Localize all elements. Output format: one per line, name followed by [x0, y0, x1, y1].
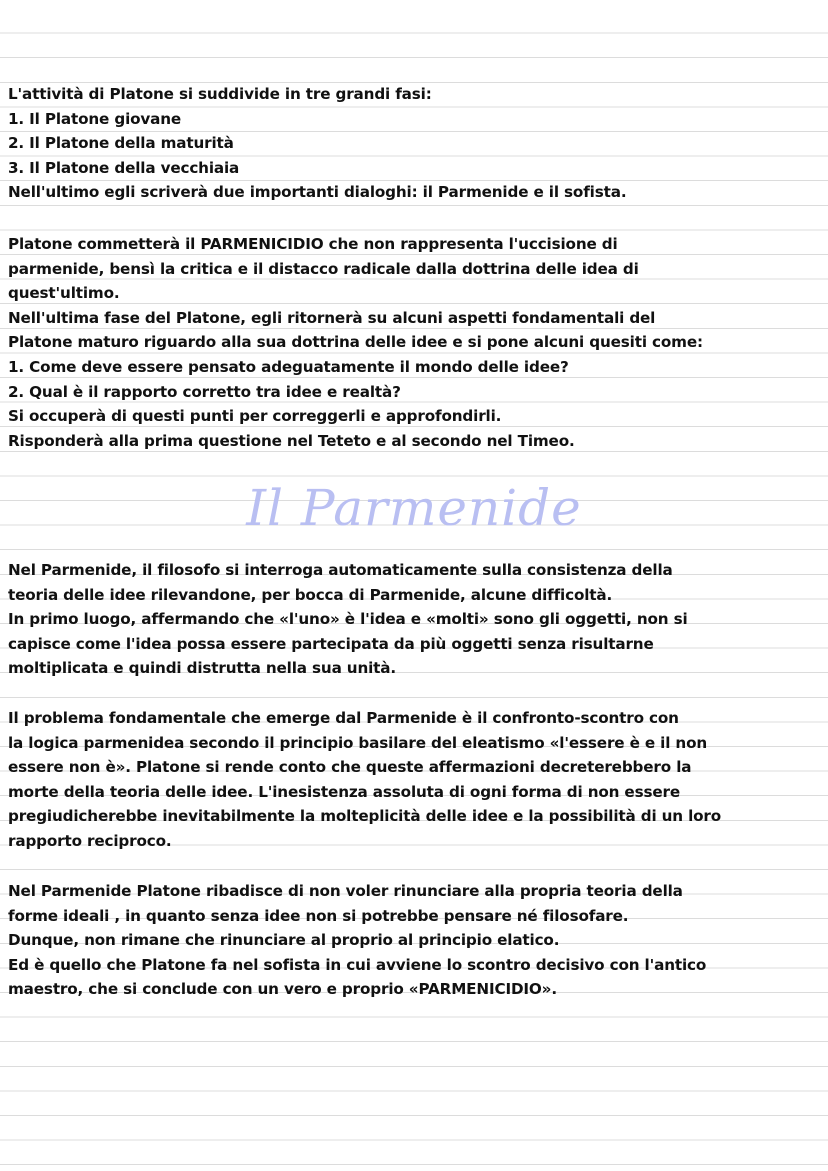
text-line: Platone commetterà il PARMENICIDIO che non rappresenta l'uccisione di: [8, 235, 618, 253]
text-line: capisce come l'idea possa essere partecipata da più oggetti senza risultarne: [8, 634, 654, 653]
page-title: Il Parmenide: [246, 479, 582, 537]
text-line: L'attività di Platone si suddivide in tre grandi fasi:: [8, 85, 432, 103]
text-line: forme ideali , in quanto senza idee non si potrebbe pensare né filosofare.: [8, 906, 629, 925]
intro-section: [8, 82, 823, 205]
text-line: quest'ultimo.: [8, 284, 120, 303]
text-line: Platone maturo riguardo alla sua dottrina delle idee e si pone alcuni quesiti come:: [8, 333, 703, 352]
text-line: la logica parmenidea secondo il principio basilare del eleatismo «l'essere è e il non: [8, 733, 708, 752]
list-item: 2. Il Platone della maturità: [8, 134, 234, 153]
list-item: 1. Il Platone giovane: [8, 109, 182, 128]
list-item: 3. Il Platone della vecchiaia: [8, 158, 240, 177]
parmenide-section: [8, 558, 823, 681]
text-line: Si occuperà di questi punti per correggerli e approfondirli.: [8, 407, 502, 426]
text-line: Il problema fondamentale che emerge dal Parmenide è il confronto-scontro con: [8, 709, 679, 727]
text-line: Nel Parmenide, il filosofo si interroga automaticamente sulla consistenza della: [8, 561, 673, 579]
list-item: 1. Come deve essere pensato adeguatamente il mondo delle idee?: [8, 357, 569, 376]
text-line: moltiplicata e quindi distrutta nella sua unità.: [8, 659, 397, 678]
text-line: parmenide, bensì la critica e il distacco radicale dalla dottrina delle idea di: [8, 259, 639, 278]
text-line: pregiudicherebbe inevitabilmente la molteplicità delle idee e la possibilità di un loro: [8, 807, 722, 826]
problema-section: [8, 706, 823, 854]
text-line: teoria delle idee rilevandone, per bocca di Parmenide, alcune difficoltà.: [8, 585, 613, 604]
conclusione-section: [8, 879, 823, 1002]
text-line: In primo luogo, affermando che «l'uno» è l'idea e «molti» sono gli oggetti, non si: [8, 610, 688, 629]
text-line: essere non è». Platone si rende conto che queste affermazioni decreterebbero la: [8, 758, 692, 777]
text-line: rapporto reciproco.: [8, 831, 172, 850]
text-line: Nell'ultimo egli scriverà due importanti dialoghi: il Parmenide e il sofista.: [8, 183, 627, 202]
text-line: morte della teoria delle idee. L'inesistenza assoluta di ogni forma di non essere: [8, 782, 681, 801]
list-item: 2. Qual è il rapporto corretto tra idee e realtà?: [8, 382, 401, 401]
text-line: Dunque, non rimane che rinunciare al proprio al principio elatico.: [8, 931, 560, 950]
text-line: Nell'ultima fase del Platone, egli ritornerà su alcuni aspetti fondamentali del: [8, 308, 656, 327]
text-line: Nel Parmenide Platone ribadisce di non voler rinunciare alla propria teoria della: [8, 882, 683, 900]
text-line: maestro, che si conclude con un vero e proprio «PARMENICIDIO».: [8, 980, 557, 999]
text-line: Ed è quello che Platone fa nel sofista in cui avviene lo scontro decisivo con l'antico: [8, 955, 707, 974]
parmenicidio-section: [8, 232, 823, 453]
text-line: Risponderà alla prima questione nel Teteto e al secondo nel Timeo.: [8, 431, 575, 450]
